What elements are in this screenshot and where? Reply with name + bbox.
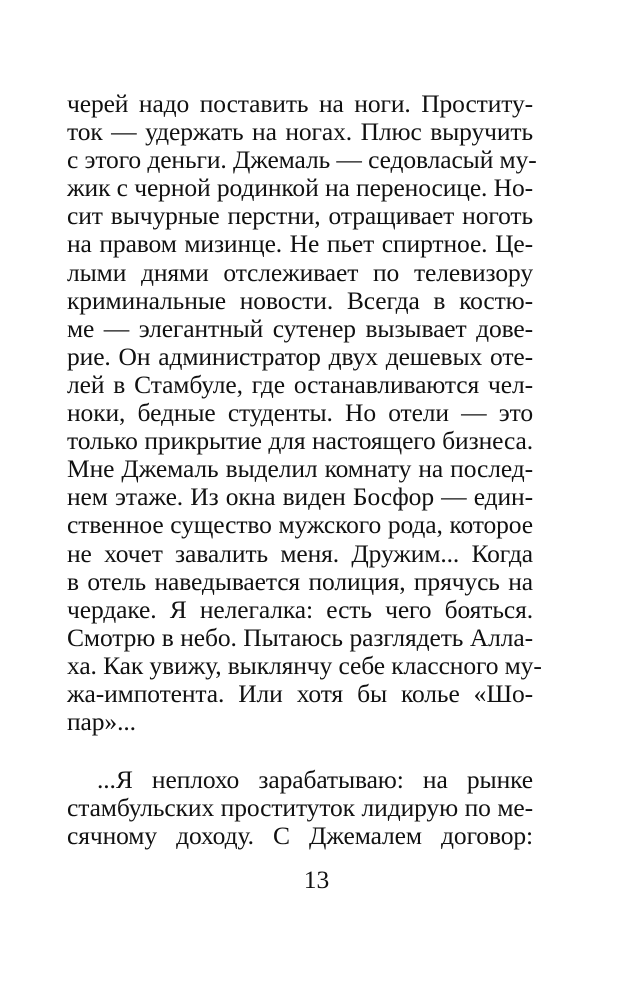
paragraph-2 — [67, 766, 533, 850]
text-line: сячному доходу. С Джемалем договор: — [67, 821, 533, 851]
text-line: лыми днями отслеживает по телевизору — [67, 257, 533, 287]
page-number: 13 — [303, 865, 330, 894]
text-line: криминальные новости. Всегда в костю- — [67, 285, 533, 315]
text-line: ме — элегантный сутенер вызывает дове- — [67, 313, 533, 343]
text-line: черей надо поставить на ноги. Проститу- — [67, 89, 533, 118]
text-line: лей в Стамбуле, где останавливаются чел- — [67, 369, 533, 399]
text-line: пар»... — [67, 707, 136, 737]
text-line: сит вычурные перстни, отращивает ноготь — [67, 201, 533, 231]
text-line: только прикрытие для настоящего бизнеса. — [67, 426, 533, 456]
text-line: стамбульских проституток лидирую по ме- — [67, 793, 533, 823]
text-line: жа-импотента. Или хотя бы колье «Шо- — [67, 678, 533, 708]
text-line: ноки, бедные студенты. Но отели — это — [67, 398, 533, 428]
text-line: жик с черной родинкой на переносице. Но- — [67, 173, 533, 203]
text-line: не хочет завалить меня. Дружим... Когда — [67, 538, 533, 568]
text-line: чердаке. Я нелегалка: есть чего бояться. — [67, 594, 533, 624]
text-line: ха. Как увижу, выклянчу себе классного му- — [67, 650, 542, 680]
paragraph-gap — [67, 736, 533, 766]
page-body — [67, 89, 542, 851]
text-line: Мне Джемаль выделил комнату на послед- — [67, 454, 533, 484]
text-line: на правом мизинце. Не пьет спиртное. Це- — [67, 229, 533, 259]
text-line: Смотрю в небо. Пытаюсь разглядеть Алла- — [67, 622, 533, 652]
text-line: с этого деньги. Джемаль — седовласый му- — [67, 145, 537, 175]
text-line: рие. Он администратор двух дешевых оте- — [67, 341, 533, 371]
paragraph-1 — [67, 89, 542, 737]
text-line: ток — удержать на ногах. Плюс выручить — [67, 117, 533, 147]
text-line: в отель наведывается полиция, прячусь на — [67, 566, 533, 596]
text-line: нем этаже. Из окна виден Босфор — един- — [67, 482, 533, 512]
text-line: ственное существо мужского рода, которое — [67, 510, 533, 540]
text-line: ...Я неплохо зарабатываю: на рынке — [97, 765, 533, 795]
